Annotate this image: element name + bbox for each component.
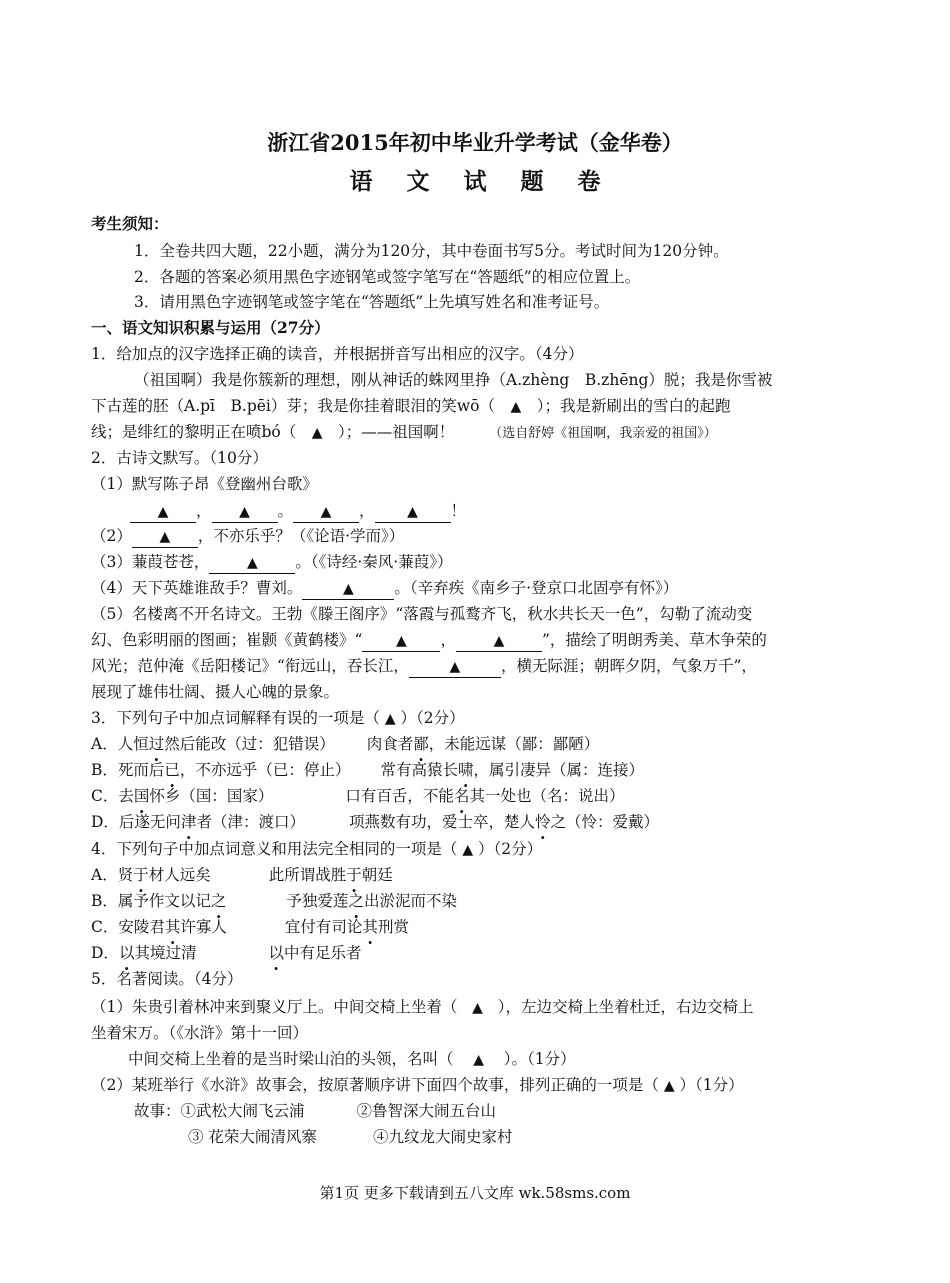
q2-part-2: （2） ▲ ，不亦乐乎？（《论语·学而》）: [91, 524, 404, 548]
q3-option-b: B．死而后已，不亦远乎（已：停止） 常有高猿长啸，属引凄异（属：连接）: [91, 761, 644, 779]
q4-stem: 4．下列句子中加点词意义和用法完全相同的一项是（ ▲ ）（2分）: [91, 840, 543, 858]
q5-part-1-line-1: （1）朱贵引着林冲来到聚义厅上。中间交椅上坐着（ ▲ ），左边交椅上坐着杜迁，右边交椅上: [91, 998, 754, 1016]
q4-option-c: C．安陵君其许寡人 宜付有司论其刑赏: [91, 918, 409, 936]
q3-option-c: C．去国怀乡（国：国家） 口有百舌，不能名其一处也（名：说出）: [91, 787, 625, 805]
exam-subtitle: 语文试题卷: [349, 168, 635, 195]
answer-blank: ▲: [456, 630, 542, 652]
answer-blank: ▲: [375, 501, 451, 523]
answer-blank: ▲: [293, 501, 359, 523]
q1-line-3: 线；是绯红的黎明正在喷bó（ ▲ ）；——祖国啊！ （选自舒婷《祖国啊，我亲爱的祖国》）: [91, 423, 717, 441]
q2-part-1: （1）默写陈子昂《登幽州台歌》: [91, 475, 318, 493]
section-1-heading: 一、语文知识积累与运用（27分）: [91, 318, 330, 337]
answer-blank: ▲: [132, 526, 198, 548]
story-2: ②鲁智深大闹五台山: [356, 1102, 497, 1120]
q3-option-a: A．人恒过然后能改（过：犯错误） 肉食者鄙，未能远谋（鄙：鄙陋）: [91, 735, 600, 753]
answer-mark: ▲: [472, 1000, 483, 1016]
q5-stories-row-1: 故事：①武松大闹飞云浦 ②鲁智深大闹五台山: [134, 1102, 497, 1120]
answer-blank: ▲: [362, 630, 440, 652]
answer-blank: ▲: [212, 501, 278, 523]
answer-blank: ▲: [302, 578, 394, 600]
page-footer: 第1页 更多下载请到五八文库 wk.58sms.com: [319, 1184, 631, 1202]
q1-stem: 1．给加点的汉字选择正确的读音，并根据拼音写出相应的汉字。（4分）: [91, 345, 584, 363]
q5-part-1-line-3: 中间交椅上坐着的是当时梁山泊的头领，名叫（ ▲ ）。（1分）: [128, 1050, 576, 1068]
answer-blank: ▲: [409, 656, 501, 678]
q2-part-5-line-3: 风光；范仲淹《岳阳楼记》“衔远山，吞长江， ▲ ，横无际涯；朝晖夕阴，气象万千”，: [91, 654, 757, 678]
q3-option-d: D．后遂无问津者（津：渡口） 项燕数有功，爱士卒，楚人怜之（怜：爱戴）: [91, 813, 660, 831]
answer-mark: ▲: [663, 1078, 675, 1094]
q2-part-5-line-4: 展现了雄伟壮阔、摄人心魄的景象。: [91, 683, 340, 701]
answer-mark: ▲: [473, 1052, 485, 1068]
q5-part-2: （2）某班举行《水浒》故事会，按原著顺序讲下面四个故事，排列正确的一项是（ ▲ ）（1分）: [91, 1076, 744, 1094]
answer-mark: ▲: [311, 425, 323, 441]
notice-heading: 考生须知：: [91, 214, 169, 233]
answer-blank: ▲: [130, 501, 196, 523]
q4-option-b: B．属予作文以记之 予独爱莲之出淤泥而不染: [91, 892, 457, 910]
q2-part-5-line-1: （5）名楼离不开名诗文。王勃《滕王阁序》“落霞与孤鹜齐飞，秋水共长天一色”，勾勒了流动变: [91, 605, 753, 623]
q2-part-3: （3）蒹葭苍苍， ▲ 。（《诗经·秦风·蒹葭》）: [91, 550, 452, 574]
answer-mark: ▲: [510, 399, 522, 415]
q5-part-1-line-2: 坐着宋万。（《水浒》第十一回）: [91, 1024, 309, 1042]
q4-option-a: A．贤于材人远矣 此所谓战胜于朝廷: [91, 866, 393, 884]
answer-mark: ▲: [462, 842, 474, 858]
notice-item-2: 2．各题的答案必须用黑色字迹钢笔或签字笔写在“答题纸”的相应位置上。: [134, 268, 641, 286]
story-1: ①武松大闹飞云浦: [180, 1102, 305, 1120]
q5-stem: 5．名著阅读。（4分）: [91, 970, 243, 988]
q5-stories-row-2: [188, 1125, 512, 1149]
q2-stem: 2．古诗文默写。（10分）: [91, 449, 268, 467]
exam-title: 浙江省2015年初中毕业升学考试（金华卷）: [267, 130, 683, 155]
notice-item-1: 1．全卷共四大题，22小题，满分为120分，其中卷面书写5分。考试时间为120分钟。: [134, 242, 729, 260]
q1-line-2: 下古莲的胚（A.pī B.pēi）芽；我是你挂着眼泪的笑wō（ ▲ ）；我是新刷出的雪白的起跑: [91, 397, 731, 415]
q3-stem: 3．下列句子中加点词解释有误的一项是（ ▲ ）（2分）: [91, 709, 465, 727]
q4-option-d: D．以其境过清 以中有足乐者: [91, 944, 362, 962]
q2-part-4: （4）天下英雄谁敌手？曹刘。 ▲ 。（辛弃疾《南乡子·登京口北固亭有怀》）: [91, 576, 678, 600]
q1-line-1: （祖国啊）我是你簇新的理想，刚从神话的蛛网里挣（A.zhèng B.zhēng）脱；我是你雪被: [134, 371, 773, 389]
answer-blank: ▲: [209, 552, 295, 574]
q2-part-5-line-2: 幻、色彩明丽的图画；崔颢《黄鹤楼》“ ▲ ， ▲ ”，描绘了明朗秀美、草木争荣的: [91, 628, 767, 652]
answer-mark: ▲: [384, 711, 396, 727]
q1-source: （选自舒婷《祖国啊，我亲爱的祖国》）: [489, 426, 717, 441]
notice-item-3: 3．请用黑色字迹钢笔或签字笔在“答题纸”上先填写姓名和准考证号。: [134, 293, 610, 311]
story-3: ③ 花荣大闹清风寨: [188, 1128, 317, 1146]
story-4: ④九纹龙大闹史家村: [372, 1128, 513, 1146]
q2-poem-blanks: ▲ ， ▲ 。 ▲ ， ▲ ！: [130, 499, 466, 523]
